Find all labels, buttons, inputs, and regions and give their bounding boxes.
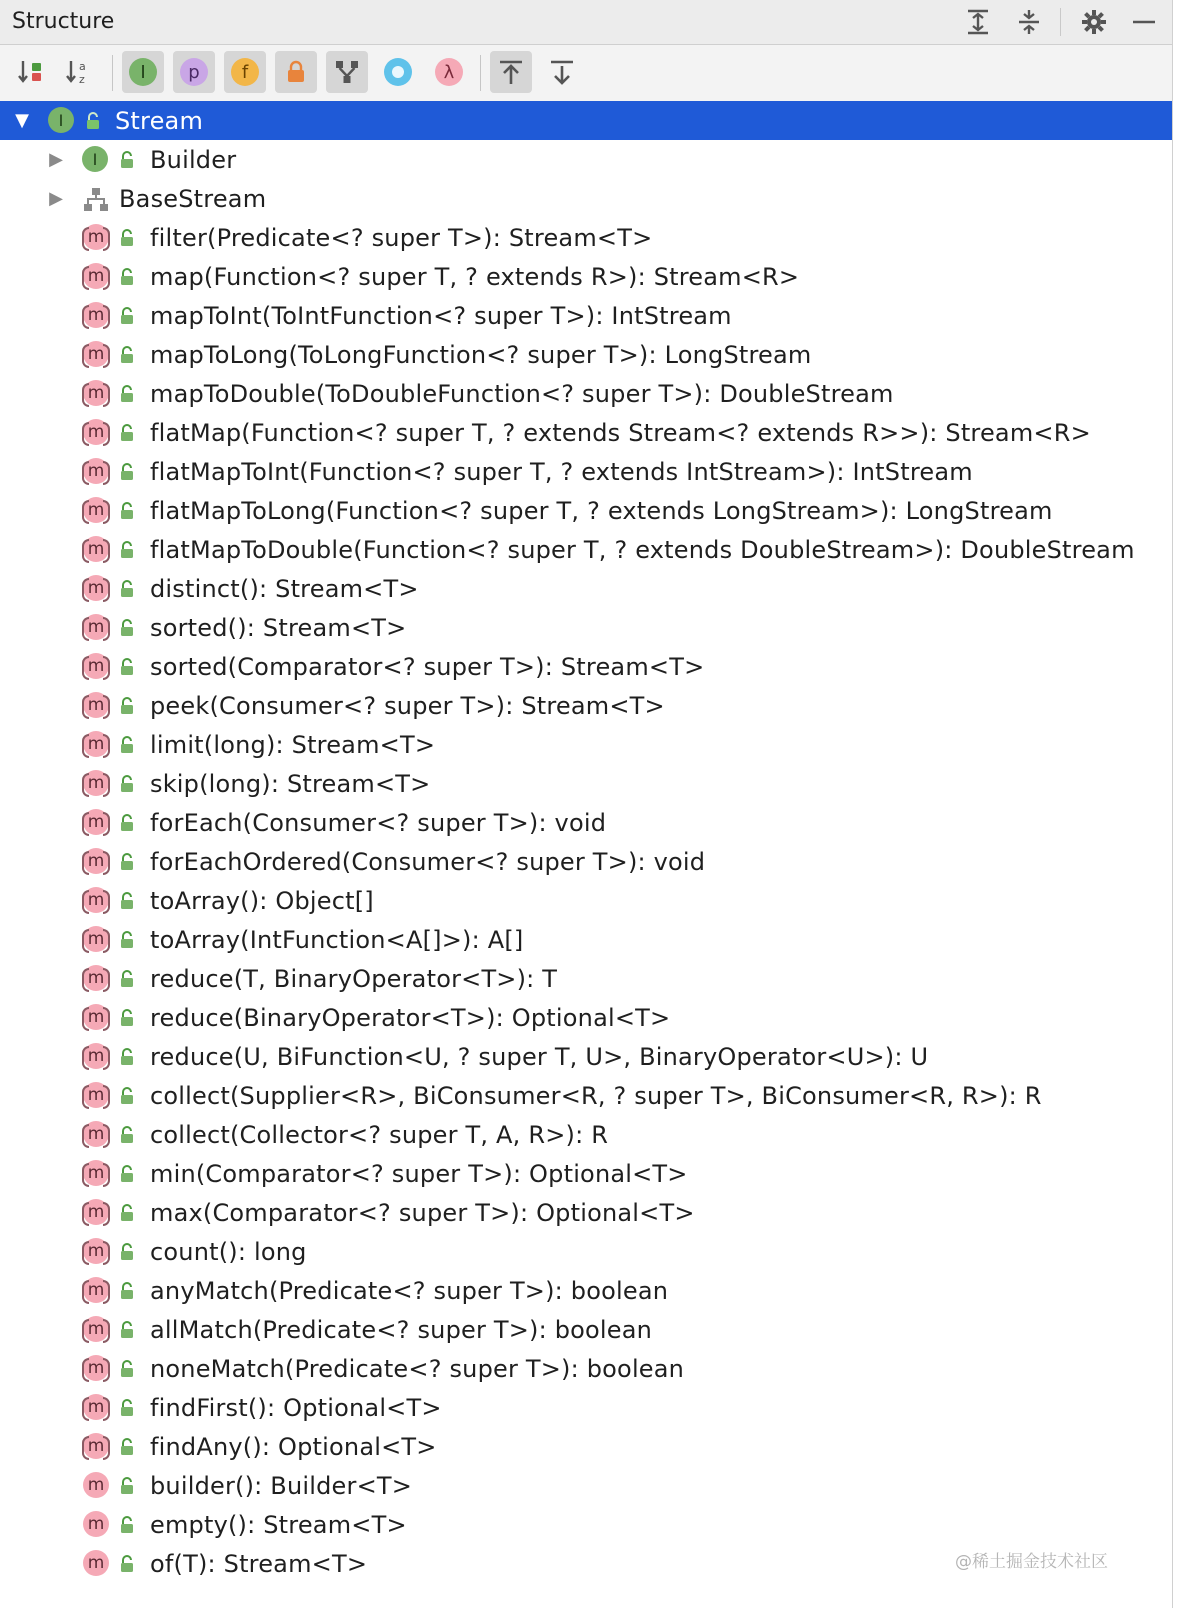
public-lock-icon: [118, 1243, 136, 1261]
method-row[interactable]: [0, 1388, 1172, 1427]
method-row[interactable]: [0, 998, 1172, 1037]
method-row[interactable]: [0, 1193, 1172, 1232]
method-signature: toArray(): Object[]: [150, 887, 374, 915]
method-row[interactable]: [0, 803, 1172, 842]
public-lock-icon: [118, 619, 136, 637]
static-method-icon: m: [83, 1550, 111, 1578]
sort-by-visibility-icon[interactable]: [10, 51, 52, 93]
method-row[interactable]: [0, 296, 1172, 335]
show-properties-icon[interactable]: p: [173, 51, 215, 93]
method-signature: peek(Consumer<? super T>): Stream<T>: [150, 692, 665, 720]
abstract-method-icon: m: [83, 224, 111, 252]
panel-titlebar: [0, 0, 1172, 45]
collapse-arrow-icon[interactable]: ▼: [15, 109, 29, 131]
method-row[interactable]: [0, 764, 1172, 803]
public-lock-icon: [118, 1516, 136, 1534]
abstract-method-icon: m: [83, 809, 111, 837]
method-signature: max(Comparator<? super T>): Optional<T>: [150, 1199, 695, 1227]
hierarchy-icon: [82, 185, 110, 213]
method-signature: limit(long): Stream<T>: [150, 731, 436, 759]
method-signature: mapToInt(ToIntFunction<? super T>): IntStream: [150, 302, 732, 330]
public-lock-icon: [118, 931, 136, 949]
expand-arrow-icon[interactable]: ▶: [49, 148, 63, 170]
method-signature: toArray(IntFunction<A[]>): A[]: [150, 926, 524, 954]
public-lock-icon: [118, 775, 136, 793]
abstract-method-icon: m: [83, 1082, 111, 1110]
interface-icon: I: [48, 107, 76, 135]
method-signature: flatMapToDouble(Function<? super T, ? extends DoubleStream>): DoubleStream: [150, 536, 1135, 564]
method-signature: mapToLong(ToLongFunction<? super T>): LongStream: [150, 341, 812, 369]
show-lambdas-icon[interactable]: λ: [428, 51, 470, 93]
public-lock-icon: [118, 463, 136, 481]
show-non-public-icon[interactable]: [275, 51, 317, 93]
method-row[interactable]: [0, 1310, 1172, 1349]
method-signature: filter(Predicate<? super T>): Stream<T>: [150, 224, 653, 252]
abstract-method-icon: m: [83, 653, 111, 681]
abstract-method-icon: m: [83, 536, 111, 564]
method-signature: reduce(BinaryOperator<T>): Optional<T>: [150, 1004, 671, 1032]
abstract-method-icon: m: [83, 614, 111, 642]
show-inherited-icon[interactable]: I: [122, 51, 164, 93]
public-lock-icon: [118, 1204, 136, 1222]
method-signature: flatMapToInt(Function<? super T, ? extends IntStream>): IntStream: [150, 458, 973, 486]
method-signature: builder(): Builder<T>: [150, 1472, 413, 1500]
tree-item-builder[interactable]: [0, 140, 1172, 179]
public-lock-icon: [118, 892, 136, 910]
method-row[interactable]: [0, 725, 1172, 764]
abstract-method-icon: m: [83, 380, 111, 408]
method-row[interactable]: [0, 530, 1172, 569]
structure-toolbar: [0, 45, 1172, 102]
method-signature: findAny(): Optional<T>: [150, 1433, 437, 1461]
method-row[interactable]: [0, 218, 1172, 257]
abstract-method-icon: m: [83, 848, 111, 876]
method-signature: of(T): Stream<T>: [150, 1550, 368, 1578]
public-lock-icon: [118, 502, 136, 520]
method-row[interactable]: [0, 608, 1172, 647]
autoscroll-from-source-icon[interactable]: [541, 51, 583, 93]
public-lock-icon: [118, 385, 136, 403]
svg-text:a: a: [79, 60, 86, 73]
static-method-row[interactable]: [0, 1466, 1172, 1505]
public-lock-icon: [118, 1321, 136, 1339]
public-lock-icon: [118, 424, 136, 442]
abstract-method-icon: m: [83, 1433, 111, 1461]
public-lock-icon: [118, 814, 136, 832]
abstract-method-icon: m: [83, 731, 111, 759]
abstract-method-icon: m: [83, 263, 111, 291]
method-signature: flatMapToLong(Function<? super T, ? extends LongStream>): LongStream: [150, 497, 1053, 525]
method-row[interactable]: [0, 1115, 1172, 1154]
abstract-method-icon: m: [83, 1394, 111, 1422]
abstract-method-icon: m: [83, 1160, 111, 1188]
method-signature: map(Function<? super T, ? extends R>): Stream<R>: [150, 263, 800, 291]
public-lock-icon: [118, 1165, 136, 1183]
method-row[interactable]: [0, 335, 1172, 374]
abstract-method-icon: m: [83, 1043, 111, 1071]
method-signature: sorted(): Stream<T>: [150, 614, 407, 642]
method-signature: sorted(Comparator<? super T>): Stream<T>: [150, 653, 705, 681]
method-signature: count(): long: [150, 1238, 307, 1266]
static-method-icon: m: [83, 1472, 111, 1500]
method-signature: distinct(): Stream<T>: [150, 575, 419, 603]
method-signature: noneMatch(Predicate<? super T>): boolean: [150, 1355, 685, 1383]
panel-title: Structure: [12, 9, 115, 34]
abstract-method-icon: m: [83, 926, 111, 954]
method-signature: forEach(Consumer<? super T>): void: [150, 809, 607, 837]
abstract-method-icon: m: [83, 965, 111, 993]
abstract-method-icon: m: [83, 1004, 111, 1032]
gear-icon[interactable]: [1078, 6, 1110, 38]
show-anonymous-icon[interactable]: [377, 51, 419, 93]
method-row[interactable]: [0, 881, 1172, 920]
expand-arrow-icon[interactable]: ▶: [49, 187, 63, 209]
method-row[interactable]: [0, 686, 1172, 725]
public-lock-icon: [118, 1360, 136, 1378]
method-row[interactable]: [0, 491, 1172, 530]
method-row[interactable]: [0, 842, 1172, 881]
abstract-method-icon: m: [83, 302, 111, 330]
public-lock-icon: [118, 1282, 136, 1300]
public-lock-icon: [118, 697, 136, 715]
method-row[interactable]: [0, 452, 1172, 491]
method-row[interactable]: [0, 413, 1172, 452]
abstract-method-icon: m: [83, 497, 111, 525]
interface-icon: I: [82, 146, 110, 174]
tree-root-label: Stream: [115, 107, 204, 135]
method-signature: reduce(T, BinaryOperator<T>): T: [150, 965, 558, 993]
method-row[interactable]: [0, 647, 1172, 686]
method-row[interactable]: [0, 920, 1172, 959]
tree-item-label: BaseStream: [119, 185, 267, 213]
public-lock-icon: [118, 1126, 136, 1144]
abstract-method-icon: m: [83, 887, 111, 915]
public-lock-icon: [118, 580, 136, 598]
abstract-method-icon: m: [83, 770, 111, 798]
method-signature: findFirst(): Optional<T>: [150, 1394, 442, 1422]
method-row[interactable]: [0, 959, 1172, 998]
method-signature: collect(Collector<? super T, A, R>): R: [150, 1121, 609, 1149]
method-signature: skip(long): Stream<T>: [150, 770, 431, 798]
public-lock-icon: [118, 736, 136, 754]
method-row[interactable]: [0, 569, 1172, 608]
show-inheritance-icon[interactable]: [326, 51, 368, 93]
abstract-method-icon: m: [83, 1355, 111, 1383]
public-lock-icon: [118, 853, 136, 871]
svg-text:z: z: [79, 73, 85, 86]
abstract-method-icon: m: [83, 419, 111, 447]
public-lock-icon: [118, 658, 136, 676]
abstract-method-icon: m: [83, 1121, 111, 1149]
public-lock-icon: [118, 970, 136, 988]
public-lock-icon: [118, 1555, 136, 1573]
method-row[interactable]: [0, 1076, 1172, 1115]
static-method-icon: m: [83, 1511, 111, 1539]
sort-alphabetically-icon[interactable]: [58, 51, 100, 93]
public-lock-icon: [118, 151, 136, 169]
method-signature: collect(Supplier<R>, BiConsumer<R, ? super T>, BiConsumer<R, R>): R: [150, 1082, 1042, 1110]
minimize-icon[interactable]: [1128, 6, 1160, 38]
abstract-method-icon: m: [83, 575, 111, 603]
collapse-all-icon[interactable]: [1013, 6, 1045, 38]
expand-all-icon[interactable]: [962, 6, 994, 38]
method-row[interactable]: [0, 1154, 1172, 1193]
method-row[interactable]: [0, 374, 1172, 413]
public-lock-icon: [118, 1009, 136, 1027]
public-lock-icon: [118, 1477, 136, 1495]
method-signature: empty(): Stream<T>: [150, 1511, 407, 1539]
tree-item-label: Builder: [150, 146, 237, 174]
show-fields-icon[interactable]: f: [224, 51, 266, 93]
public-lock-icon: [118, 1399, 136, 1417]
structure-tree: [0, 101, 1172, 1608]
public-lock-icon: [118, 1048, 136, 1066]
method-signature: forEachOrdered(Consumer<? super T>): void: [150, 848, 706, 876]
method-row[interactable]: [0, 1232, 1172, 1271]
method-signature: anyMatch(Predicate<? super T>): boolean: [150, 1277, 669, 1305]
method-row[interactable]: [0, 1349, 1172, 1388]
method-row[interactable]: [0, 1037, 1172, 1076]
method-row[interactable]: [0, 1427, 1172, 1466]
public-lock-icon: [118, 1438, 136, 1456]
method-signature: min(Comparator<? super T>): Optional<T>: [150, 1160, 688, 1188]
abstract-method-icon: m: [83, 1277, 111, 1305]
static-method-row[interactable]: [0, 1505, 1172, 1544]
method-signature: allMatch(Predicate<? super T>): boolean: [150, 1316, 653, 1344]
abstract-method-icon: m: [83, 458, 111, 486]
public-lock-icon: [118, 1087, 136, 1105]
method-signature: reduce(U, BiFunction<U, ? super T, U>, BinaryOperator<U>): U: [150, 1043, 929, 1071]
tree-item-basestream[interactable]: [0, 179, 1172, 218]
method-signature: flatMap(Function<? super T, ? extends Stream<? extends R>>): Stream<R>: [150, 419, 1091, 447]
public-lock-icon: [118, 229, 136, 247]
method-row[interactable]: [0, 1271, 1172, 1310]
public-lock-icon: [118, 307, 136, 325]
abstract-method-icon: m: [83, 692, 111, 720]
autoscroll-to-source-icon[interactable]: [490, 51, 532, 93]
method-row[interactable]: [0, 257, 1172, 296]
abstract-method-icon: m: [83, 1199, 111, 1227]
abstract-method-icon: m: [83, 341, 111, 369]
watermark: @稀土掘金技术社区: [955, 1552, 1108, 1572]
public-lock-icon: [118, 346, 136, 364]
public-lock-icon: [84, 112, 102, 130]
method-signature: mapToDouble(ToDoubleFunction<? super T>): DoubleStream: [150, 380, 894, 408]
abstract-method-icon: m: [83, 1316, 111, 1344]
public-lock-icon: [118, 541, 136, 559]
public-lock-icon: [118, 268, 136, 286]
abstract-method-icon: m: [83, 1238, 111, 1266]
tree-root-stream[interactable]: [0, 101, 1172, 140]
